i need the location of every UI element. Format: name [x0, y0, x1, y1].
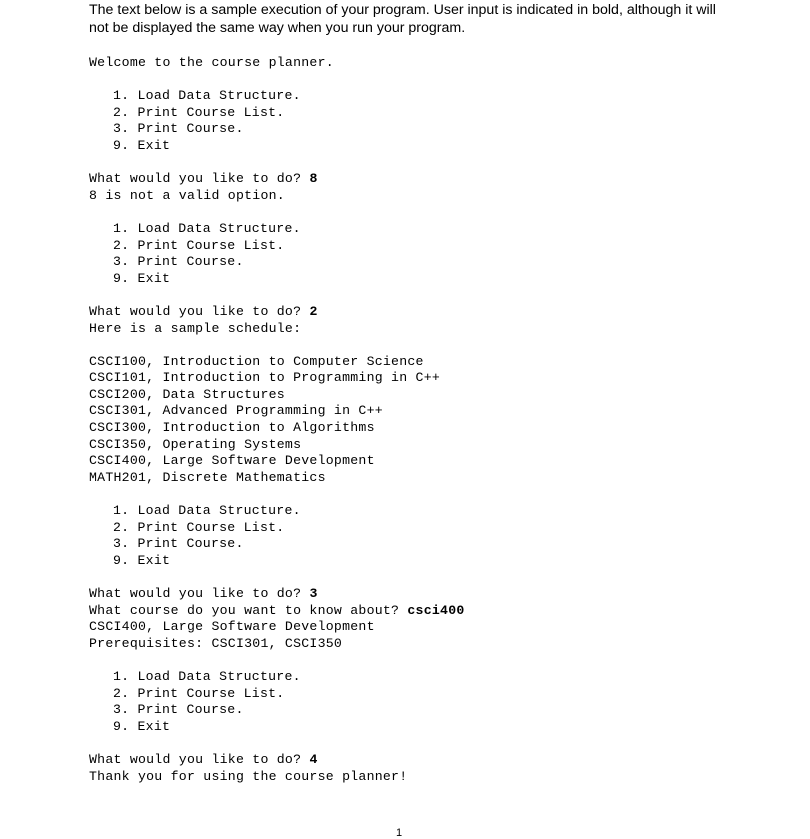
- goodbye-message: Thank you for using the course planner!: [89, 768, 408, 784]
- course-list-item: MATH201, Discrete Mathematics: [89, 469, 326, 485]
- sample-schedule-heading: Here is a sample schedule:: [89, 320, 302, 336]
- prompt-line: [89, 752, 465, 769]
- menu-item-print-list: 2. Print Course List.: [113, 685, 285, 701]
- course-list-item: CSCI400, Large Software Development: [89, 453, 375, 469]
- menu-item-exit: 9. Exit: [113, 270, 171, 286]
- prompt-line: [89, 586, 465, 603]
- intro-line: not be displayed the same way when you run your program.: [89, 20, 466, 36]
- prompt-text: What would you like to do?: [89, 751, 310, 767]
- user-input: 2: [309, 303, 318, 319]
- menu-item-load: 1. Load Data Structure.: [113, 668, 301, 684]
- course-list: [89, 354, 465, 487]
- prompt-line: [89, 171, 465, 188]
- menu-block: [89, 88, 465, 154]
- course-question-text: What course do you want to know about?: [89, 602, 408, 618]
- course-list-item: CSCI101, Introduction to Programming in C++: [89, 370, 441, 386]
- prompt-text: What would you like to do?: [89, 586, 310, 601]
- invalid-option-message: 8 is not a valid option.: [89, 187, 285, 203]
- menu-item-print-list: 2. Print Course List.: [113, 237, 285, 253]
- intro-line: The text below is a sample execution of your program. User input is indicated in bold, although it will: [89, 2, 716, 18]
- user-input: 3: [309, 586, 318, 601]
- welcome-message: Welcome to the course planner.: [89, 55, 334, 70]
- course-question-line: [89, 603, 465, 620]
- course-list-item: CSCI350, Operating Systems: [89, 436, 302, 452]
- sample-execution-output: [89, 55, 465, 785]
- intro-paragraph: [89, 1, 729, 37]
- menu-block: [89, 669, 465, 735]
- menu-item-print-list: 2. Print Course List.: [113, 104, 285, 120]
- menu-item-print-course: 3. Print Course.: [113, 121, 244, 137]
- user-input: 4: [309, 751, 318, 767]
- menu-item-load: 1. Load Data Structure.: [113, 503, 301, 519]
- prompt-text: What would you like to do?: [89, 303, 310, 319]
- menu-item-print-list: 2. Print Course List.: [113, 519, 285, 535]
- menu-item-print-course: 3. Print Course.: [113, 254, 244, 270]
- course-list-item: CSCI200, Data Structures: [89, 386, 285, 402]
- menu-item-load: 1. Load Data Structure.: [113, 220, 301, 236]
- course-list-item: CSCI300, Introduction to Algorithms: [89, 420, 375, 436]
- user-input: 8: [309, 171, 318, 187]
- course-list-item: CSCI301, Advanced Programming in C++: [89, 403, 383, 419]
- prerequisites-line: Prerequisites: CSCI301, CSCI350: [89, 635, 343, 651]
- course-user-input: csci400: [407, 602, 465, 618]
- menu-block: [89, 503, 465, 569]
- course-result: CSCI400, Large Software Development: [89, 619, 375, 635]
- menu-item-print-course: 3. Print Course.: [113, 702, 244, 718]
- menu-item-exit: 9. Exit: [113, 718, 171, 734]
- page-number: 1: [396, 827, 403, 839]
- prompt-line: [89, 304, 465, 321]
- prompt-text: What would you like to do?: [89, 171, 310, 187]
- menu-item-exit: 9. Exit: [113, 137, 171, 153]
- course-list-item: CSCI100, Introduction to Computer Science: [89, 353, 424, 369]
- menu-block: [89, 221, 465, 287]
- menu-item-load: 1. Load Data Structure.: [113, 88, 301, 104]
- menu-item-exit: 9. Exit: [113, 552, 171, 568]
- menu-item-print-course: 3. Print Course.: [113, 536, 244, 552]
